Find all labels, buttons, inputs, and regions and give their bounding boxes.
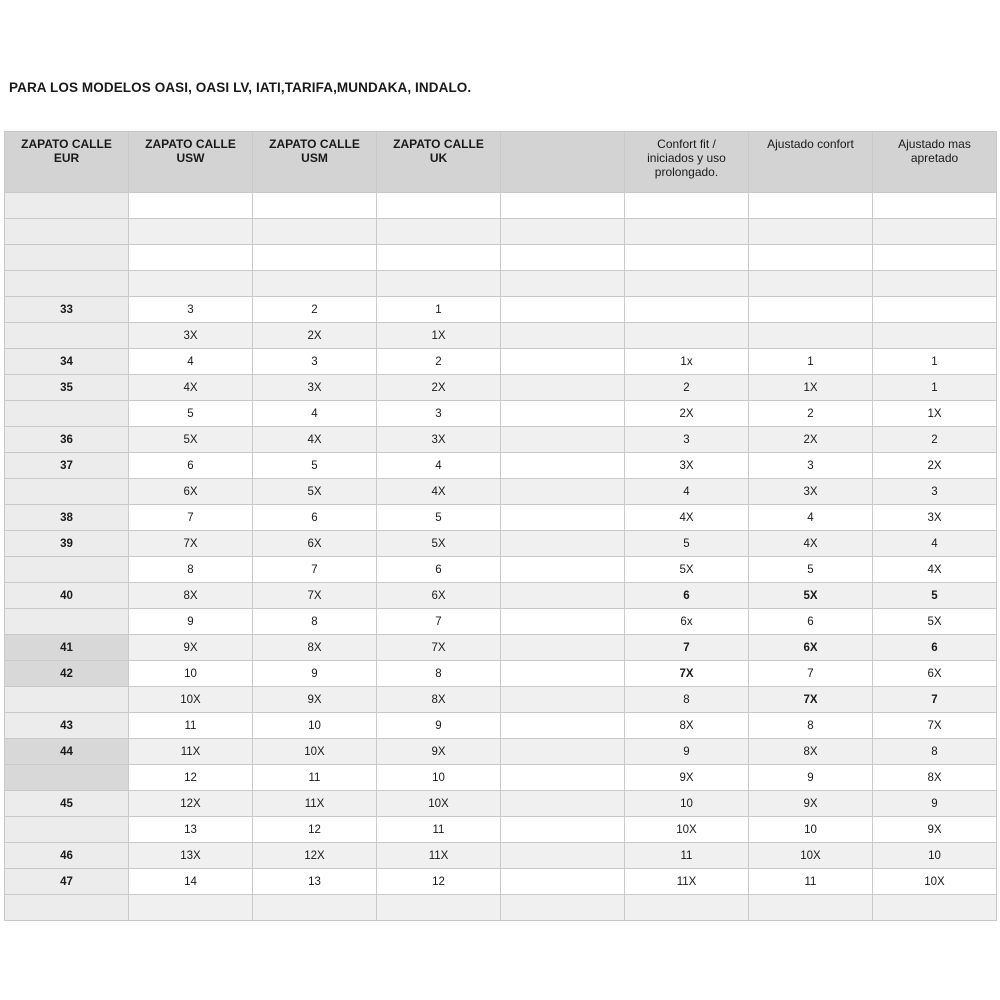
size-cell: 2X bbox=[873, 453, 997, 479]
size-cell: 4 bbox=[253, 401, 377, 427]
size-cell: 4 bbox=[129, 349, 253, 375]
size-cell: 4 bbox=[873, 531, 997, 557]
size-cell: 3 bbox=[377, 401, 501, 427]
size-cell: 7X bbox=[873, 713, 997, 739]
size-cell: 10X bbox=[377, 791, 501, 817]
table-row bbox=[5, 817, 997, 843]
size-cell bbox=[749, 245, 873, 271]
size-cell: 9 bbox=[253, 661, 377, 687]
size-cell: 4X bbox=[377, 479, 501, 505]
column-header-line: ZAPATO CALLE bbox=[21, 137, 112, 151]
size-cell: 8X bbox=[749, 739, 873, 765]
size-cell: 9 bbox=[625, 739, 749, 765]
size-cell bbox=[625, 245, 749, 271]
eur-size-cell bbox=[5, 271, 129, 297]
size-cell bbox=[749, 271, 873, 297]
size-cell bbox=[873, 245, 997, 271]
eur-size-cell: 42 bbox=[5, 661, 129, 687]
size-cell: 2 bbox=[625, 375, 749, 401]
size-cell: 2 bbox=[749, 401, 873, 427]
column-header-line: apretado bbox=[910, 151, 959, 165]
size-cell: 12 bbox=[377, 869, 501, 895]
size-cell: 4 bbox=[749, 505, 873, 531]
size-cell: 4X bbox=[129, 375, 253, 401]
size-cell: 6X bbox=[129, 479, 253, 505]
size-cell: 4X bbox=[749, 531, 873, 557]
size-cell bbox=[501, 479, 625, 505]
size-cell bbox=[749, 323, 873, 349]
size-cell bbox=[501, 193, 625, 219]
size-cell: 6 bbox=[749, 609, 873, 635]
table-row bbox=[5, 895, 997, 921]
size-cell: 11 bbox=[129, 713, 253, 739]
column-header-1 bbox=[129, 132, 253, 193]
table-row bbox=[5, 791, 997, 817]
size-cell bbox=[377, 895, 501, 921]
size-cell bbox=[501, 895, 625, 921]
size-cell: 9 bbox=[129, 609, 253, 635]
column-header-4 bbox=[501, 132, 625, 193]
eur-size-cell bbox=[5, 609, 129, 635]
size-cell bbox=[749, 895, 873, 921]
size-cell bbox=[501, 609, 625, 635]
size-cell bbox=[625, 271, 749, 297]
size-cell: 6 bbox=[253, 505, 377, 531]
size-cell: 2X bbox=[749, 427, 873, 453]
size-cell: 3 bbox=[873, 479, 997, 505]
size-cell: 1X bbox=[377, 323, 501, 349]
size-cell bbox=[625, 323, 749, 349]
column-header-line: prolongado. bbox=[654, 165, 719, 179]
size-cell: 1X bbox=[749, 375, 873, 401]
size-cell: 10 bbox=[625, 791, 749, 817]
size-cell bbox=[501, 843, 625, 869]
size-cell bbox=[501, 219, 625, 245]
table-row bbox=[5, 375, 997, 401]
size-cell bbox=[501, 323, 625, 349]
size-cell: 4X bbox=[253, 427, 377, 453]
size-cell bbox=[501, 401, 625, 427]
size-cell: 7X bbox=[253, 583, 377, 609]
size-cell bbox=[129, 193, 253, 219]
size-cell: 11X bbox=[625, 869, 749, 895]
size-cell: 5X bbox=[625, 557, 749, 583]
table-row bbox=[5, 687, 997, 713]
size-cell bbox=[253, 271, 377, 297]
size-cell: 14 bbox=[129, 869, 253, 895]
size-cell: 7X bbox=[625, 661, 749, 687]
eur-size-cell bbox=[5, 687, 129, 713]
size-cell: 3X bbox=[873, 505, 997, 531]
size-cell: 6 bbox=[377, 557, 501, 583]
size-cell: 7 bbox=[253, 557, 377, 583]
eur-size-cell bbox=[5, 895, 129, 921]
size-cell bbox=[377, 271, 501, 297]
size-cell: 10X bbox=[749, 843, 873, 869]
table-row bbox=[5, 193, 997, 219]
size-cell bbox=[501, 869, 625, 895]
size-cell: 10X bbox=[625, 817, 749, 843]
size-cell: 3X bbox=[129, 323, 253, 349]
size-cell: 8X bbox=[625, 713, 749, 739]
size-cell: 1 bbox=[749, 349, 873, 375]
size-cell: 8X bbox=[377, 687, 501, 713]
size-cell: 7 bbox=[377, 609, 501, 635]
size-cell: 1 bbox=[873, 349, 997, 375]
size-cell: 10 bbox=[377, 765, 501, 791]
size-cell: 2X bbox=[377, 375, 501, 401]
size-cell bbox=[501, 687, 625, 713]
column-header-line: Ajustado mas bbox=[898, 137, 971, 151]
table-row bbox=[5, 609, 997, 635]
size-cell: 8 bbox=[873, 739, 997, 765]
size-cell: 6 bbox=[129, 453, 253, 479]
size-cell: 3 bbox=[625, 427, 749, 453]
table-row bbox=[5, 531, 997, 557]
size-cell: 3X bbox=[749, 479, 873, 505]
size-conversion-table bbox=[4, 131, 997, 921]
column-header-line: ZAPATO CALLE bbox=[145, 137, 236, 151]
size-cell: 11 bbox=[377, 817, 501, 843]
size-cell: 5 bbox=[377, 505, 501, 531]
column-header-7 bbox=[873, 132, 997, 193]
size-cell: 6x bbox=[625, 609, 749, 635]
column-header-6 bbox=[749, 132, 873, 193]
size-cell: 8 bbox=[129, 557, 253, 583]
size-cell bbox=[501, 817, 625, 843]
column-header-line: UK bbox=[429, 151, 448, 165]
size-cell: 8X bbox=[129, 583, 253, 609]
size-cell: 2X bbox=[253, 323, 377, 349]
size-cell: 6 bbox=[873, 635, 997, 661]
table-row bbox=[5, 479, 997, 505]
size-cell: 10X bbox=[129, 687, 253, 713]
size-cell bbox=[501, 739, 625, 765]
table-row bbox=[5, 635, 997, 661]
size-cell bbox=[501, 427, 625, 453]
size-cell: 7 bbox=[625, 635, 749, 661]
size-cell: 13 bbox=[129, 817, 253, 843]
table-row bbox=[5, 505, 997, 531]
table-row bbox=[5, 661, 997, 687]
column-header-line: ZAPATO CALLE bbox=[393, 137, 484, 151]
eur-size-cell bbox=[5, 817, 129, 843]
eur-size-cell: 46 bbox=[5, 843, 129, 869]
size-cell: 10 bbox=[749, 817, 873, 843]
table-row bbox=[5, 271, 997, 297]
size-cell: 1x bbox=[625, 349, 749, 375]
size-cell: 5 bbox=[749, 557, 873, 583]
eur-size-cell: 41 bbox=[5, 635, 129, 661]
size-cell bbox=[253, 219, 377, 245]
column-header-line: USW bbox=[176, 151, 205, 165]
size-cell: 13 bbox=[253, 869, 377, 895]
size-cell: 5X bbox=[749, 583, 873, 609]
size-cell: 5 bbox=[873, 583, 997, 609]
size-cell: 9X bbox=[129, 635, 253, 661]
size-cell: 7X bbox=[377, 635, 501, 661]
size-cell: 4X bbox=[625, 505, 749, 531]
eur-size-cell: 35 bbox=[5, 375, 129, 401]
size-cell bbox=[129, 245, 253, 271]
table-row bbox=[5, 453, 997, 479]
size-cell bbox=[501, 661, 625, 687]
size-cell: 6X bbox=[873, 661, 997, 687]
table-row bbox=[5, 713, 997, 739]
size-cell bbox=[873, 193, 997, 219]
column-header-line: EUR bbox=[53, 151, 80, 165]
size-cell bbox=[501, 245, 625, 271]
column-header-line: iniciados y uso bbox=[647, 151, 726, 165]
size-cell: 9 bbox=[873, 791, 997, 817]
size-cell: 11 bbox=[749, 869, 873, 895]
size-cell bbox=[749, 297, 873, 323]
table-body bbox=[5, 193, 997, 921]
size-cell: 8 bbox=[749, 713, 873, 739]
size-cell bbox=[501, 531, 625, 557]
size-cell: 7X bbox=[749, 687, 873, 713]
size-cell: 9X bbox=[625, 765, 749, 791]
size-cell: 9X bbox=[377, 739, 501, 765]
table-row bbox=[5, 245, 997, 271]
size-cell: 8 bbox=[253, 609, 377, 635]
size-cell: 3X bbox=[377, 427, 501, 453]
size-cell bbox=[377, 219, 501, 245]
size-cell: 10X bbox=[253, 739, 377, 765]
size-cell: 9 bbox=[749, 765, 873, 791]
size-cell bbox=[501, 375, 625, 401]
eur-size-cell bbox=[5, 401, 129, 427]
size-cell: 7 bbox=[129, 505, 253, 531]
size-cell bbox=[129, 895, 253, 921]
size-cell: 5X bbox=[129, 427, 253, 453]
table-row bbox=[5, 349, 997, 375]
size-cell: 11X bbox=[129, 739, 253, 765]
size-cell bbox=[253, 895, 377, 921]
size-cell: 3 bbox=[749, 453, 873, 479]
size-cell: 3X bbox=[253, 375, 377, 401]
size-cell bbox=[129, 271, 253, 297]
eur-size-cell bbox=[5, 557, 129, 583]
size-cell: 8 bbox=[625, 687, 749, 713]
size-cell bbox=[873, 323, 997, 349]
size-cell: 10X bbox=[873, 869, 997, 895]
column-header-line: Ajustado confort bbox=[767, 137, 854, 151]
table-header-row bbox=[5, 132, 997, 193]
eur-size-cell: 33 bbox=[5, 297, 129, 323]
table-row bbox=[5, 427, 997, 453]
column-header-line: Confort fit / bbox=[657, 137, 716, 151]
size-cell: 11 bbox=[625, 843, 749, 869]
size-cell: 4 bbox=[377, 453, 501, 479]
size-cell: 7 bbox=[873, 687, 997, 713]
table-row bbox=[5, 583, 997, 609]
eur-size-cell bbox=[5, 479, 129, 505]
size-cell: 10 bbox=[253, 713, 377, 739]
eur-size-cell bbox=[5, 765, 129, 791]
size-cell bbox=[501, 453, 625, 479]
size-cell bbox=[625, 193, 749, 219]
eur-size-cell: 34 bbox=[5, 349, 129, 375]
size-cell bbox=[625, 297, 749, 323]
size-cell bbox=[501, 505, 625, 531]
size-cell bbox=[625, 219, 749, 245]
size-cell bbox=[873, 271, 997, 297]
size-cell bbox=[873, 219, 997, 245]
size-cell: 2 bbox=[377, 349, 501, 375]
table-row bbox=[5, 557, 997, 583]
eur-size-cell: 43 bbox=[5, 713, 129, 739]
size-cell: 12 bbox=[253, 817, 377, 843]
size-cell bbox=[501, 297, 625, 323]
size-cell: 9 bbox=[377, 713, 501, 739]
column-header-line: USM bbox=[301, 151, 328, 165]
table-row bbox=[5, 869, 997, 895]
size-cell bbox=[501, 271, 625, 297]
size-cell: 8 bbox=[377, 661, 501, 687]
size-cell bbox=[129, 219, 253, 245]
size-cell: 8X bbox=[873, 765, 997, 791]
size-cell bbox=[501, 713, 625, 739]
eur-size-cell: 38 bbox=[5, 505, 129, 531]
table-row bbox=[5, 219, 997, 245]
size-cell: 6X bbox=[749, 635, 873, 661]
size-cell: 5X bbox=[377, 531, 501, 557]
eur-size-cell bbox=[5, 193, 129, 219]
size-cell bbox=[253, 245, 377, 271]
size-cell: 3X bbox=[625, 453, 749, 479]
page-title: PARA LOS MODELOS OASI, OASI LV, IATI,TARIFA,MUNDAKA, INDALO. bbox=[9, 80, 472, 95]
column-header-line: ZAPATO CALLE bbox=[269, 137, 360, 151]
size-cell: 5 bbox=[253, 453, 377, 479]
size-cell bbox=[749, 193, 873, 219]
size-cell: 7X bbox=[129, 531, 253, 557]
size-cell: 11X bbox=[377, 843, 501, 869]
column-header-3 bbox=[377, 132, 501, 193]
size-cell: 6 bbox=[625, 583, 749, 609]
size-cell: 10 bbox=[873, 843, 997, 869]
eur-size-cell: 37 bbox=[5, 453, 129, 479]
size-cell bbox=[377, 245, 501, 271]
size-cell: 4X bbox=[873, 557, 997, 583]
size-cell: 8X bbox=[253, 635, 377, 661]
size-cell bbox=[501, 583, 625, 609]
size-cell: 5 bbox=[625, 531, 749, 557]
size-cell: 12X bbox=[129, 791, 253, 817]
size-cell: 3 bbox=[253, 349, 377, 375]
size-cell: 11 bbox=[253, 765, 377, 791]
column-header-2 bbox=[253, 132, 377, 193]
size-cell: 5 bbox=[129, 401, 253, 427]
eur-size-cell: 45 bbox=[5, 791, 129, 817]
size-cell: 1 bbox=[873, 375, 997, 401]
table-row bbox=[5, 739, 997, 765]
eur-size-cell bbox=[5, 323, 129, 349]
size-cell: 12X bbox=[253, 843, 377, 869]
size-cell: 5X bbox=[873, 609, 997, 635]
size-cell bbox=[625, 895, 749, 921]
size-cell bbox=[501, 791, 625, 817]
eur-size-cell: 40 bbox=[5, 583, 129, 609]
size-cell: 9X bbox=[749, 791, 873, 817]
size-cell: 5X bbox=[253, 479, 377, 505]
size-cell: 2 bbox=[253, 297, 377, 323]
size-cell: 1 bbox=[377, 297, 501, 323]
size-cell: 6X bbox=[377, 583, 501, 609]
table-row bbox=[5, 297, 997, 323]
size-cell bbox=[501, 635, 625, 661]
size-cell: 4 bbox=[625, 479, 749, 505]
size-cell: 9X bbox=[873, 817, 997, 843]
eur-size-cell bbox=[5, 219, 129, 245]
size-cell bbox=[749, 219, 873, 245]
column-header-5 bbox=[625, 132, 749, 193]
size-cell: 12 bbox=[129, 765, 253, 791]
size-cell: 1X bbox=[873, 401, 997, 427]
size-cell bbox=[873, 297, 997, 323]
size-cell bbox=[377, 193, 501, 219]
size-cell: 10 bbox=[129, 661, 253, 687]
size-cell: 13X bbox=[129, 843, 253, 869]
size-cell: 6X bbox=[253, 531, 377, 557]
size-cell bbox=[501, 765, 625, 791]
size-cell: 2 bbox=[873, 427, 997, 453]
table-row bbox=[5, 843, 997, 869]
size-cell bbox=[501, 557, 625, 583]
table-row bbox=[5, 765, 997, 791]
eur-size-cell: 36 bbox=[5, 427, 129, 453]
eur-size-cell bbox=[5, 245, 129, 271]
eur-size-cell: 39 bbox=[5, 531, 129, 557]
size-cell: 3 bbox=[129, 297, 253, 323]
table-row bbox=[5, 401, 997, 427]
size-cell: 2X bbox=[625, 401, 749, 427]
size-cell: 11X bbox=[253, 791, 377, 817]
size-cell bbox=[253, 193, 377, 219]
table-row bbox=[5, 323, 997, 349]
size-cell: 7 bbox=[749, 661, 873, 687]
size-cell: 9X bbox=[253, 687, 377, 713]
size-cell bbox=[501, 349, 625, 375]
eur-size-cell: 44 bbox=[5, 739, 129, 765]
eur-size-cell: 47 bbox=[5, 869, 129, 895]
column-header-0 bbox=[5, 132, 129, 193]
size-cell bbox=[873, 895, 997, 921]
